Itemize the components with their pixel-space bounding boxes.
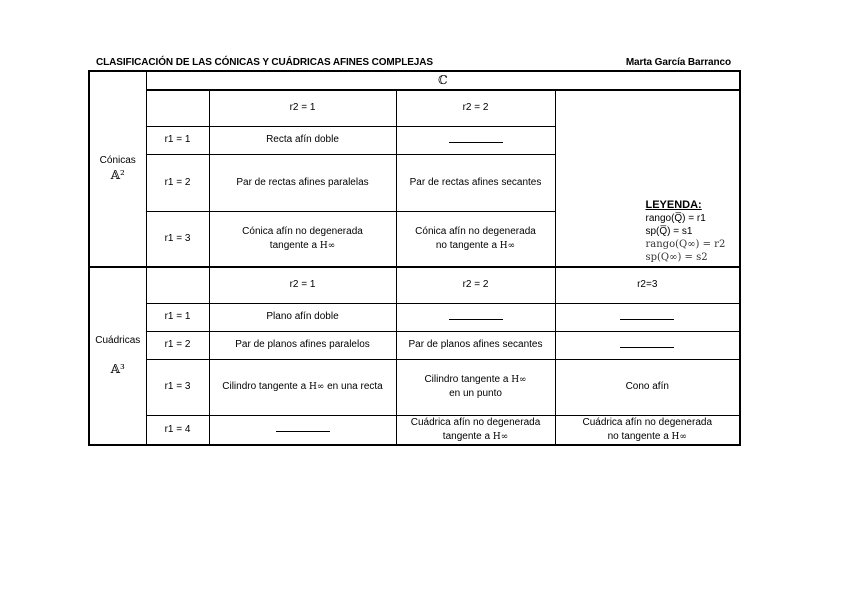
cell-line: no tangente a [607,430,669,442]
cell-line: Cónica afín no degenerada [242,225,363,237]
cell-line: Cilindro tangente a [424,374,509,385]
col-header-r2-3: r2=3 [555,267,740,303]
cell-text [555,415,740,445]
blank-line [620,338,674,348]
blank-cell [555,303,740,331]
affine-plane-symbol: 𝔸² [110,168,125,182]
hyperplane-infinity-symbol: H∞ [308,382,325,392]
corner-cell [146,267,209,303]
blank-line [449,310,503,320]
hyperplane-infinity-symbol: H∞ [671,431,687,442]
row-label: r1 = 1 [146,126,209,154]
cell-line: Cuádrica afín no degenerada [410,416,541,428]
col-header-r2-1: r2 = 1 [209,90,396,126]
cell-text [396,211,555,267]
cell-text: Par de rectas afines secantes [396,154,555,211]
row-label: r1 = 2 [146,331,209,359]
row-label: r1 = 3 [146,211,209,267]
legend-line-rank: rango(Q̅) = r1 [645,213,706,224]
cell-line: Cónica afín no degenerada [415,225,536,237]
legend-line-rank-inf: rango(Q∞) = r2 [645,239,726,250]
hyperplane-infinity-symbol: H∞ [499,240,516,251]
author-name: Marta García Barranco [625,57,731,68]
blank-line [276,422,330,432]
cell-text: Plano afín doble [209,303,396,331]
hyperplane-infinity-symbol: H∞ [511,375,527,385]
cell-line: Cuádrica afín no degenerada [582,416,713,428]
cuadricas-label-cell [89,267,146,445]
cell-line: en un punto [449,388,502,399]
blank-cell [396,303,555,331]
cell-line: en una recta [327,381,383,392]
corner-cell [146,90,209,126]
row-label: r1 = 3 [146,359,209,415]
blank-cell [209,415,396,445]
cell-text: Cono afín [555,359,740,415]
conicas-label-cell [89,71,146,267]
blank-cell [396,126,555,154]
cell-text [396,415,555,445]
table-row [89,331,740,359]
table-row [89,303,740,331]
complex-field-symbol: ℂ [437,72,448,87]
affine-space-symbol: 𝔸³ [110,361,125,376]
cell-text [209,359,396,415]
cell-text: Par de planos afines secantes [396,331,555,359]
legend-cell [555,90,740,267]
row-label: r1 = 1 [146,303,209,331]
legend-line-signature: sp(Q̅) = s1 [645,226,693,237]
cuadricas-label: Cuádricas [95,334,141,346]
legend-title: LEYENDA: [645,199,702,211]
blank-line [620,310,674,320]
table-row [89,415,740,445]
cell-text: Par de rectas afines paralelas [209,154,396,211]
cell-line: Cilindro tangente a [222,381,307,392]
hyperplane-infinity-symbol: H∞ [492,431,509,442]
cell-text [396,359,555,415]
legend-line-signature-inf: sp(Q∞) = s2 [645,252,708,263]
cell-line: no tangente a [435,239,498,251]
cell-line: tangente a [269,239,318,251]
cell-text [209,211,396,267]
col-header-r2-1: r2 = 1 [209,267,396,303]
col-header-r2-2: r2 = 2 [396,90,555,126]
cell-line: tangente a [442,430,491,442]
cell-text: Par de planos afines paralelos [209,331,396,359]
document-title: CLASIFICACIÓN DE LAS CÓNICAS Y CUÁDRICAS AFINES COMPLEJAS [96,57,433,68]
table-row [89,359,740,415]
col-header-r2-2: r2 = 2 [396,267,555,303]
field-header-cell [146,71,740,90]
conicas-label: Cónicas [99,155,136,166]
classification-table [88,70,741,446]
blank-cell [555,331,740,359]
hyperplane-infinity-symbol: H∞ [319,240,336,251]
cell-text: Recta afín doble [209,126,396,154]
row-label: r1 = 2 [146,154,209,211]
row-label: r1 = 4 [146,415,209,445]
blank-line [449,133,503,143]
